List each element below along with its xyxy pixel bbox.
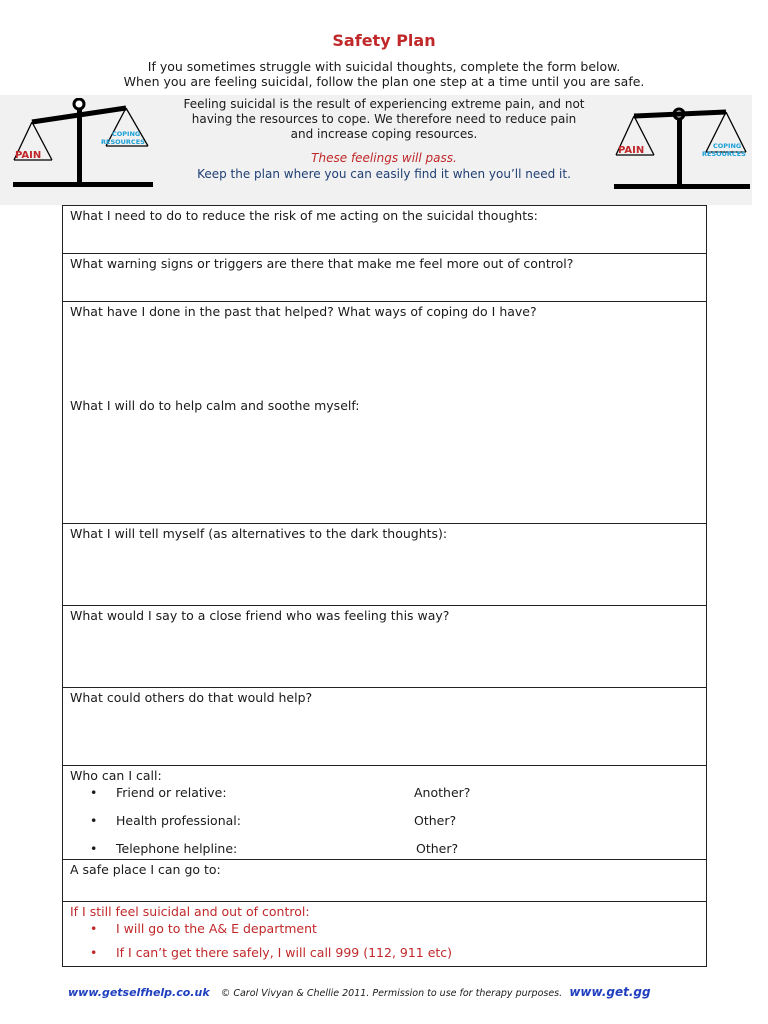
soothe-prompt: What I will do to help calm and soothe myself:: [70, 398, 360, 413]
who-to-call-prompt: Who can I call:: [70, 768, 162, 783]
self-talk-prompt: What I will tell myself (as alternatives to the dark thoughts):: [70, 526, 448, 541]
friend-advice-prompt: What would I say to a close friend who was feeling this way?: [70, 608, 450, 623]
coping-field[interactable]: [63, 302, 706, 524]
explanation-line-1: Feeling suicidal is the result of experiencing extreme pain, and not: [183, 97, 585, 111]
warning-signs-field[interactable]: [63, 254, 706, 302]
contact-list: [70, 783, 699, 867]
coping-label-1: COPING: [112, 130, 141, 138]
contact-label: Friend or relative:: [116, 785, 227, 800]
pain-label: PAIN: [618, 145, 645, 156]
emergency-action-item: [70, 919, 699, 943]
reassurance-text: These feelings will pass.: [311, 151, 457, 165]
self-talk-field[interactable]: [63, 524, 706, 606]
risk-reduction-field[interactable]: [63, 206, 706, 254]
website-link-getselfhelp[interactable]: www.getselfhelp.co.uk: [68, 986, 210, 999]
bullet: •: [90, 813, 98, 828]
coping-label-2: RESOURCES: [101, 138, 145, 146]
emergency-action-item: [70, 943, 699, 967]
copyright-text: © Carol Vivyan & Chellie 2011. Permission to use for therapy purposes.: [220, 988, 563, 999]
risk-reduction-prompt: What I need to do to reduce the risk of me acting on the suicidal thoughts:: [70, 208, 538, 223]
coping-label-1: COPING: [713, 142, 742, 150]
action-label: I will go to the A& E department: [116, 921, 317, 936]
contacts-section: [63, 766, 706, 860]
keep-plan-text: Keep the plan where you can easily find it when you’ll need it.: [197, 167, 571, 181]
pain-label: PAIN: [15, 150, 42, 161]
explanation-text: [164, 97, 604, 182]
scale-left-icon: [8, 98, 154, 190]
coping-label-2: RESOURCES: [702, 150, 746, 158]
bullet: •: [90, 841, 98, 856]
safe-place-field[interactable]: [63, 860, 706, 902]
contact-other-label: Other?: [416, 841, 459, 856]
bullet: •: [90, 785, 98, 800]
scale-right-icon: [612, 100, 750, 192]
others-help-field[interactable]: [63, 688, 706, 766]
footer: [68, 985, 708, 999]
emergency-action-list: [70, 919, 699, 967]
website-link-getgg[interactable]: www.get.gg: [569, 985, 651, 999]
coping-prompt: What have I done in the past that helped? What ways of coping do I have?: [70, 304, 537, 319]
bullet: •: [90, 945, 98, 960]
emergency-section: [63, 902, 706, 966]
safe-place-prompt: A safe place I can go to:: [70, 862, 221, 877]
explanation-line-3: and increase coping resources.: [290, 127, 478, 141]
intro-line-1: If you sometimes struggle with suicidal thoughts, complete the form below.: [147, 59, 621, 74]
safety-plan-form: [62, 205, 707, 967]
contact-label: Telephone helpline:: [116, 841, 238, 856]
page-title: Safety Plan: [332, 31, 436, 50]
contact-item[interactable]: [70, 783, 699, 811]
contact-other-label: Another?: [414, 785, 471, 800]
others-help-prompt: What could others do that would help?: [70, 690, 313, 705]
contact-label: Health professional:: [116, 813, 241, 828]
contact-item[interactable]: [70, 811, 699, 839]
explanation-line-2: having the resources to cope. We therefore need to reduce pain: [191, 112, 577, 126]
contact-other-label: Other?: [414, 813, 457, 828]
warning-signs-prompt: What warning signs or triggers are there that make me feel more out of control?: [70, 256, 574, 271]
bullet: •: [90, 921, 98, 936]
intro-line-2: When you are feeling suicidal, follow the plan one step at a time until you are safe.: [123, 74, 645, 89]
action-label: If I can’t get there safely, I will call 999 (112, 911 etc): [116, 945, 453, 960]
intro-text: [0, 59, 768, 89]
friend-advice-field[interactable]: [63, 606, 706, 688]
emergency-prompt: If I still feel suicidal and out of control:: [70, 904, 310, 919]
